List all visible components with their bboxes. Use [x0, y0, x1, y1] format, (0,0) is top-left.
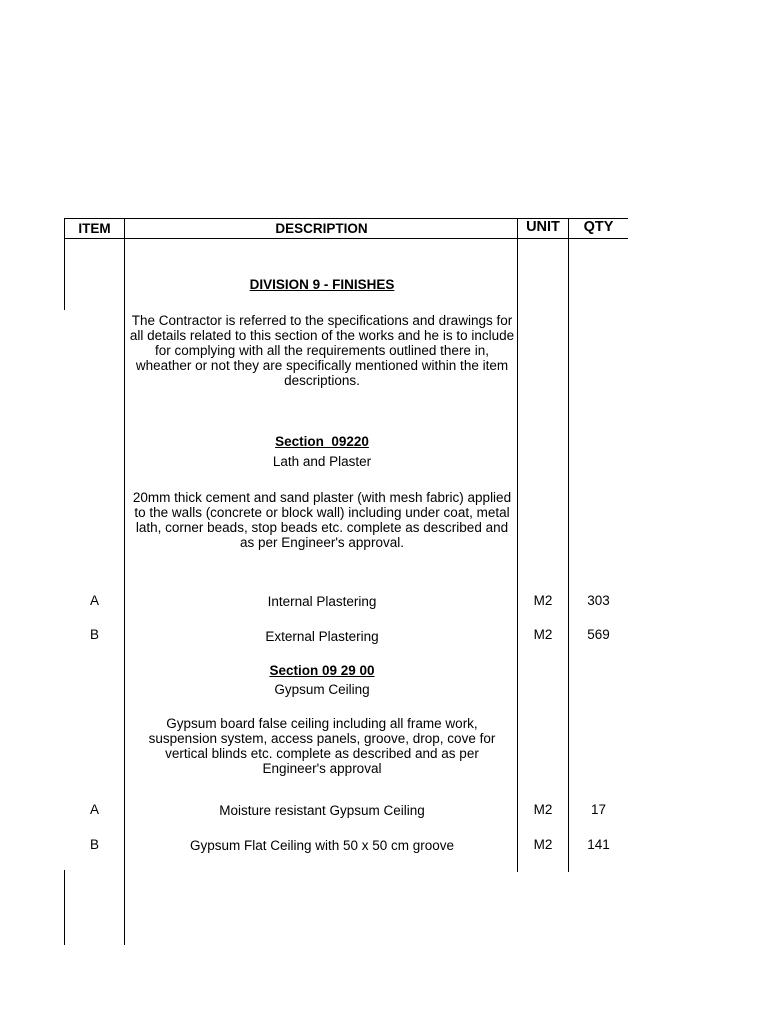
header-unit: UNIT: [526, 219, 560, 235]
section-title: Lath and Plaster: [272, 454, 372, 469]
line-item-qty: 303: [587, 593, 610, 608]
line-item-description: Moisture resistant Gypsum Ceiling: [219, 803, 425, 818]
line-item-description: Gypsum Flat Ceiling with 50 x 50 cm groove: [189, 838, 455, 853]
line-item-number: B: [89, 627, 99, 642]
line-item-number: B: [89, 837, 99, 852]
section-spec: 20mm thick cement and sand plaster (with mesh fabric) applied to the walls (concrete or block wall) including under coat, metal lath, corner beads, stop beads etc. complete as described and as per Engineer's approval.: [132, 490, 512, 550]
line-item-unit: M2: [533, 627, 553, 642]
division-title: DIVISION 9 - FINISHES: [249, 277, 395, 292]
line-item-qty: 569: [587, 627, 610, 642]
line-item-qty: 141: [587, 837, 610, 852]
section-title: Gypsum Ceiling: [274, 682, 370, 697]
description-column-divider: [517, 218, 518, 872]
section-code: Section 09220: [275, 434, 369, 449]
header-description: DESCRIPTION: [275, 221, 368, 236]
line-item-description: Internal Plastering: [267, 594, 377, 609]
header-item: ITEM: [78, 221, 111, 236]
line-item-number: A: [89, 802, 99, 817]
section-code: Section 09 29 00: [269, 663, 375, 678]
division-intro: The Contractor is referred to the specifications and drawings for all details related to this section of the works and he is to include for complying with all the requirements outlined there in, wheather or not they are specifically mentioned within the item descriptions.: [129, 313, 515, 388]
table-left-border-bottom: [64, 870, 65, 945]
line-item-unit: M2: [533, 802, 553, 817]
line-item-qty: 17: [590, 802, 607, 817]
header-qty: QTY: [583, 219, 614, 235]
unit-column-divider: [568, 218, 569, 872]
item-column-divider: [124, 218, 125, 945]
line-item-unit: M2: [533, 837, 553, 852]
section-spec: Gypsum board false ceiling including all frame work, suspension system, access panels, groove, drop, cove for vertical blinds etc. complete as described and as per Engineer's approval: [148, 716, 496, 776]
line-item-description: External Plastering: [265, 629, 379, 644]
line-item-unit: M2: [533, 593, 553, 608]
line-item-number: A: [89, 593, 99, 608]
